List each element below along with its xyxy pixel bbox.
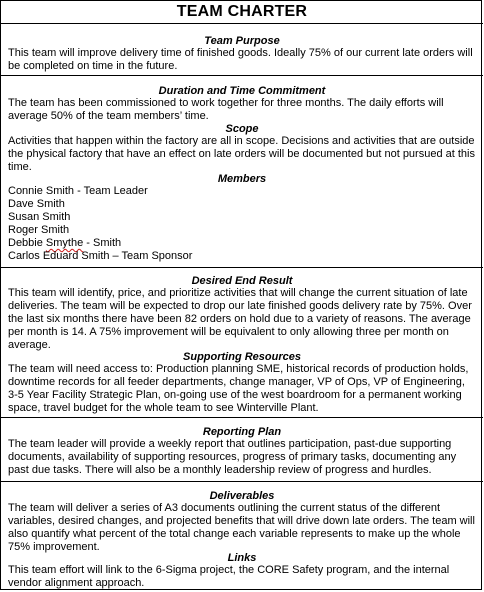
spellcheck-flagged-word: Smythe — [45, 237, 84, 249]
member-name-prefix: Debbie — [8, 237, 46, 249]
title-divider — [1, 23, 483, 24]
body-line: variables, desired changes, and projected benefits that will drive down late orders. The team will — [8, 515, 475, 527]
section-divider — [1, 481, 483, 482]
body-line: 3-5 Year Facility Strategic Plan, on-going use of the west boardroom for a permanent working — [8, 389, 462, 401]
member-item: Dave Smith — [8, 198, 65, 210]
section-body-deliverables — [8, 502, 476, 554]
body-line: The team will deliver a series of A3 documents outlining the current status of the different — [8, 502, 441, 514]
section-divider — [1, 267, 483, 268]
section-heading-deliverables: Deliverables — [209, 490, 275, 502]
body-line: The team has been commissioned to work together for three months. The daily efforts will — [8, 97, 444, 109]
body-line: also quantify what percent of the total change each variable represents to make up the whole — [8, 528, 461, 540]
member-item-spellcheck — [8, 237, 476, 250]
body-line: time. — [8, 161, 32, 173]
section-heading-scope: Scope — [225, 123, 259, 135]
section-body-scope — [8, 135, 476, 174]
section-heading-duration: Duration and Time Commitment — [158, 85, 326, 97]
section-heading-purpose: Team Purpose — [204, 35, 280, 47]
body-line: past due tasks. There will also be a monthly leadership review of progress and hurdles. — [8, 464, 432, 476]
body-line: downtime records for all feeder departments, change manager, VP of Ops, VP of Engineering, — [8, 376, 465, 388]
document-title: TEAM CHARTER — [176, 3, 308, 20]
section-body-duration — [8, 97, 476, 123]
member-item: Carlos Eduard Smith – Team Sponsor — [8, 250, 193, 262]
section-body-links — [8, 564, 476, 590]
member-item: Susan Smith — [8, 211, 71, 223]
body-line: The team leader will provide a weekly report that outlines participation, past-due supporting — [8, 438, 452, 450]
section-divider — [1, 417, 483, 418]
section-heading-links: Links — [227, 552, 257, 564]
body-line: This team will identify, price, and prioritize activities that will change the current situation of late — [8, 287, 468, 299]
body-line: 75% improvement. — [8, 541, 100, 553]
section-body-resources — [8, 363, 476, 415]
body-line: the physical factory that have an effect on late orders will be documented but not pursued at this — [8, 148, 475, 160]
member-item: Roger Smith — [8, 224, 70, 236]
body-line: Activities that happen within the factory are all in scope. Decisions and activities that are outside — [8, 135, 475, 147]
body-line: space, travel budget for the whole team to see Winterville Plant. — [8, 402, 319, 414]
body-line: average 50% of the team members’ time. — [8, 110, 209, 122]
body-line: be completed on time in the future. — [8, 60, 178, 72]
section-heading-resources: Supporting Resources — [183, 351, 301, 363]
body-line: the last six months there have been 82 orders on hold due to a variety of reasons. The average — [8, 313, 471, 325]
section-divider — [1, 75, 483, 76]
body-line: vendor alignment approach. — [8, 577, 145, 589]
body-line: deliveries. The team will be expected to drop our late finished goods delivery rate by 75%. Over — [8, 300, 472, 312]
section-body-purpose — [8, 47, 476, 73]
body-line: The team will need access to: Production planning SME, historical records of production holds, — [8, 363, 469, 375]
body-line: This team will improve delivery time of finished goods. Ideally 75% of our current late orders will — [8, 47, 473, 59]
section-heading-desired: Desired End Result — [191, 275, 293, 287]
body-line: documents, availability of supporting resources, progress of primary tasks, documenting any — [8, 451, 457, 463]
members-list — [8, 185, 476, 263]
member-item: Connie Smith - Team Leader — [8, 185, 148, 197]
body-line: per month is 14. A 75% improvement will be equivalent to only allowing three per month on — [8, 326, 449, 338]
section-heading-reporting: Reporting Plan — [202, 426, 282, 438]
section-body-reporting — [8, 438, 476, 477]
body-line: This team effort will link to the 6-Sigma project, the CORE Safety program, and the internal — [8, 564, 450, 576]
section-heading-members: Members — [217, 173, 267, 185]
body-line: average. — [8, 339, 51, 351]
section-body-desired — [8, 287, 476, 352]
member-name-suffix: - Smith — [83, 237, 122, 249]
